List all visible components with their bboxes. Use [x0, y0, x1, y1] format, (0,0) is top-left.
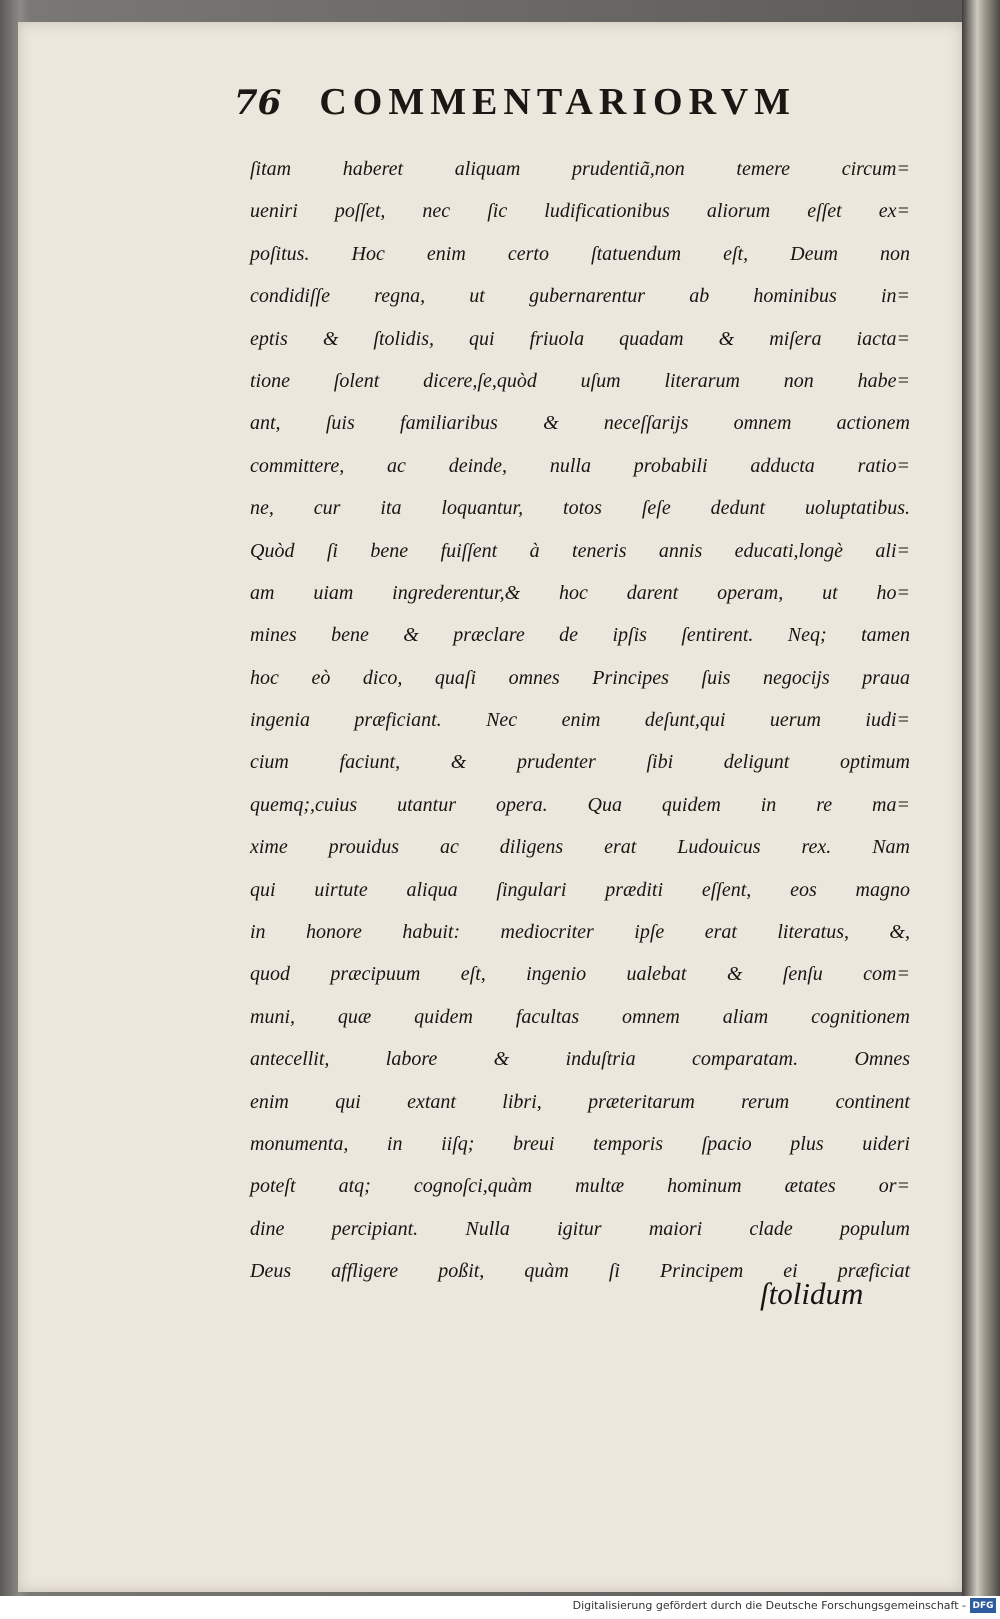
- text-line: Deus affligere poßit, quàm ſi Principem ei præficiat: [250, 1260, 910, 1283]
- text-line: ueniri poſſet, nec ſic ludificationibus aliorum eſſet ex=: [250, 200, 910, 223]
- text-line: ant, ſuis familiaribus & neceſſarijs omnem actionem: [250, 412, 910, 435]
- text-line: poteſt atq; cognoſci,quàm multæ hominum ætates or=: [250, 1175, 910, 1198]
- text-line: condidiſſe regna, ut gubernarentur ab hominibus in=: [250, 285, 910, 308]
- text-line: cium faciunt, & prudenter ſibi deligunt optimum: [250, 751, 910, 774]
- running-title: COMMENTARIORVM: [319, 81, 797, 123]
- text-line: in honore habuit: mediocriter ipſe erat literatus, &,: [250, 921, 910, 944]
- text-line: ſitam haberet aliquam prudentiã,non temere circum=: [250, 158, 910, 180]
- page-number: 76: [234, 83, 282, 123]
- text-line: quemq;,cuius utantur opera. Qua quidem in re ma=: [250, 793, 910, 816]
- text-line: enim qui extant libri, præteritarum rerum continent: [250, 1090, 910, 1113]
- text-line: eptis & ſtolidis, qui friuola quadam & miſera iacta=: [250, 327, 910, 350]
- text-line: am uiam ingrederentur,& hoc darent operam, ut ho=: [250, 581, 910, 604]
- text-line: tione ſolent dicere,ſe,quòd uſum literarum non habe=: [250, 369, 910, 392]
- text-line: dine percipiant. Nulla igitur maiori clade populum: [250, 1217, 910, 1240]
- text-line: hoc eò dico, quaſi omnes Principes ſuis negocijs praua: [250, 666, 910, 689]
- body-text: [250, 148, 910, 1293]
- page-edge: [962, 0, 1000, 1619]
- running-head: [234, 80, 854, 140]
- text-line: quod præcipuum eſt, ingenio ualebat & ſenſu com=: [250, 963, 910, 986]
- text-line: mines bene & præclare de ipſis ſentirent. Neq; tamen: [250, 624, 910, 647]
- text-line: ingenia præficiant. Nec enim deſunt,qui uerum iudi=: [250, 709, 910, 732]
- funding-credit: Digitalisierung gefördert durch die Deutsche Forschungsgemeinschaft -: [572, 1599, 966, 1612]
- text-line: ne, cur ita loquantur, totos ſeſe dedunt uoluptatibus.: [250, 497, 910, 520]
- catchword: ſtolidum: [760, 1276, 864, 1311]
- text-line: committere, ac deinde, nulla probabili adducta ratio=: [250, 454, 910, 477]
- dfg-logo: DFG: [970, 1598, 996, 1613]
- text-line: antecellit, labore & induſtria comparatam. Omnes: [250, 1048, 910, 1071]
- text-line: Quòd ſi bene fuiſſent à teneris annis educati,longè ali=: [250, 539, 910, 562]
- text-line: qui uirtute aliqua ſingulari præditi eſſent, eos magno: [250, 878, 910, 901]
- text-line: xime prouidus ac diligens erat Ludouicus rex. Nam: [250, 836, 910, 859]
- text-line: muni, quæ quidem facultas omnem aliam cognitionem: [250, 1005, 910, 1028]
- text-line: poſitus. Hoc enim certo ſtatuendum eſt, Deum non: [250, 242, 910, 265]
- text-line: monumenta, in iiſq; breui temporis ſpacio plus uideri: [250, 1132, 910, 1155]
